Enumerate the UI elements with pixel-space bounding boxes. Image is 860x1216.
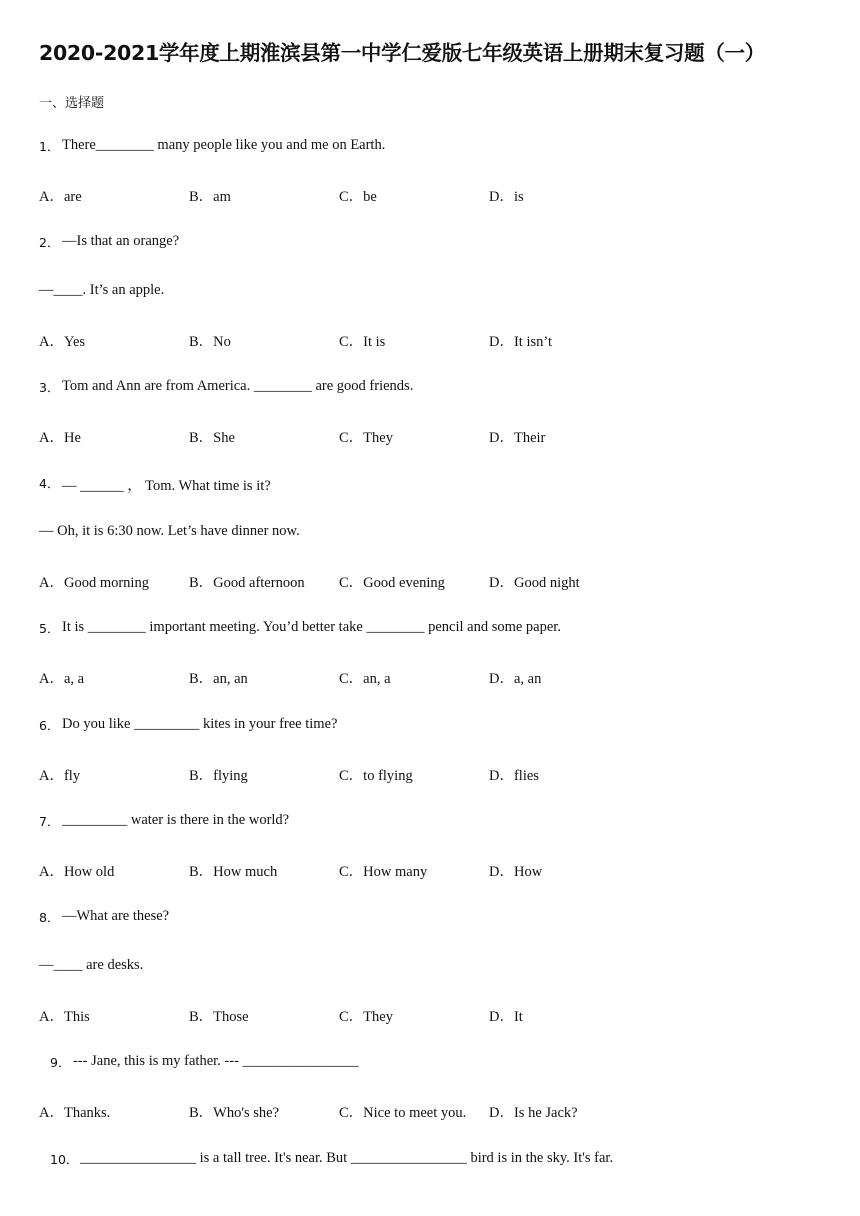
question-text: —What are these? (62, 908, 170, 924)
question-number: 1． (39, 139, 60, 154)
option-b[interactable]: B．flying (189, 768, 248, 784)
question-text: —Is that an orange? (62, 233, 180, 249)
question-number: 6． (39, 718, 60, 733)
question-8-options (0, 1005, 860, 1025)
section-heading: 一、选择题 (39, 96, 105, 111)
option-d[interactable]: D．Their (489, 430, 546, 446)
question-8-stem (0, 908, 860, 928)
option-c[interactable]: C．It is (339, 334, 386, 350)
option-c[interactable]: C．be (339, 189, 377, 205)
question-5-stem (0, 619, 860, 639)
question-5-options (0, 667, 860, 687)
option-a[interactable]: A．are (39, 189, 82, 205)
option-a[interactable]: A．Good morning (39, 575, 149, 591)
option-d[interactable]: D．It (489, 1009, 523, 1025)
question-text: --- Jane, this is my father. --- ________________ (73, 1053, 359, 1069)
question-9-stem (0, 1053, 860, 1073)
question-text: Tom and Ann are from America. ________ are good friends. (62, 378, 414, 394)
option-c[interactable]: C．Nice to meet you. (339, 1105, 467, 1121)
question-8-stem-line-2 (0, 957, 860, 977)
question-number: 8． (39, 910, 60, 925)
question-4-stem (0, 474, 860, 494)
question-number: 7． (39, 814, 60, 829)
option-d[interactable]: D．Good night (489, 575, 580, 591)
question-text: There________ many people like you and me on Earth. (62, 137, 386, 153)
option-c[interactable]: C．to flying (339, 768, 413, 784)
question-number: 2． (39, 235, 60, 250)
question-2-stem (0, 233, 860, 253)
question-2-options (0, 330, 860, 350)
option-b[interactable]: B．Good afternoon (189, 575, 305, 591)
question-3-options (0, 426, 860, 446)
option-d[interactable]: D．It isn’t (489, 334, 552, 350)
question-6-stem (0, 716, 860, 736)
option-a[interactable]: A．Yes (39, 334, 86, 350)
option-c[interactable]: C．They (339, 1009, 393, 1025)
option-b[interactable]: B．No (189, 334, 231, 350)
question-text: Do you like _________ kites in your free time? (62, 716, 338, 732)
question-1-stem (0, 137, 860, 157)
option-c[interactable]: C．They (339, 430, 393, 446)
question-9-options (0, 1101, 860, 1121)
question-6-options (0, 764, 860, 784)
option-d[interactable]: D．Is he Jack? (489, 1105, 578, 1121)
question-4-stem-line-2 (0, 523, 860, 543)
option-a[interactable]: A．a, a (39, 671, 85, 687)
question-1-options (0, 185, 860, 205)
option-d[interactable]: D．is (489, 189, 524, 205)
question-7-stem (0, 812, 860, 832)
option-c[interactable]: C．How many (339, 864, 428, 880)
question-7-options (0, 860, 860, 880)
option-d[interactable]: D．flies (489, 768, 539, 784)
option-a[interactable]: A．He (39, 430, 81, 446)
question-text: _________ water is there in the world? (62, 812, 290, 828)
option-b[interactable]: B．Who's she? (189, 1105, 280, 1121)
option-b[interactable]: B．She (189, 430, 235, 446)
question-text: — ______ ， Tom. What time is it? (62, 478, 271, 494)
option-a[interactable]: A．This (39, 1009, 90, 1025)
question-number: 5． (39, 621, 60, 636)
question-number: 3． (39, 380, 60, 395)
option-b[interactable]: B．am (189, 189, 231, 205)
document-title: 2020-2021学年度上期淮滨县第一中学仁爱版七年级英语上册期末复习题（一） (39, 41, 765, 65)
question-text: ________________ is a tall tree. It's near. But ________________ bird is in the sky. It's far. (80, 1150, 614, 1166)
option-c[interactable]: C．Good evening (339, 575, 445, 591)
option-d[interactable]: D．How (489, 864, 543, 880)
option-a[interactable]: A．How old (39, 864, 115, 880)
option-b[interactable]: B．How much (189, 864, 278, 880)
question-number: 10． (50, 1152, 79, 1167)
question-10-stem (0, 1150, 860, 1170)
question-text: It is ________ important meeting. You’d better take ________ pencil and some paper. (62, 619, 561, 635)
option-a[interactable]: A．fly (39, 768, 81, 784)
question-text: —____ are desks. (39, 957, 144, 973)
option-d[interactable]: D．a, an (489, 671, 542, 687)
question-number: 4． (39, 476, 60, 491)
question-text: — Oh, it is 6:30 now. Let’s have dinner now. (39, 523, 300, 539)
question-number: 9． (50, 1055, 71, 1070)
option-b[interactable]: B．Those (189, 1009, 249, 1025)
question-4-options (0, 571, 860, 591)
option-b[interactable]: B．an, an (189, 671, 248, 687)
question-2-stem-line-2 (0, 282, 860, 302)
question-text: —____. It’s an apple. (39, 282, 165, 298)
option-a[interactable]: A．Thanks. (39, 1105, 111, 1121)
question-3-stem (0, 378, 860, 398)
option-c[interactable]: C．an, a (339, 671, 391, 687)
